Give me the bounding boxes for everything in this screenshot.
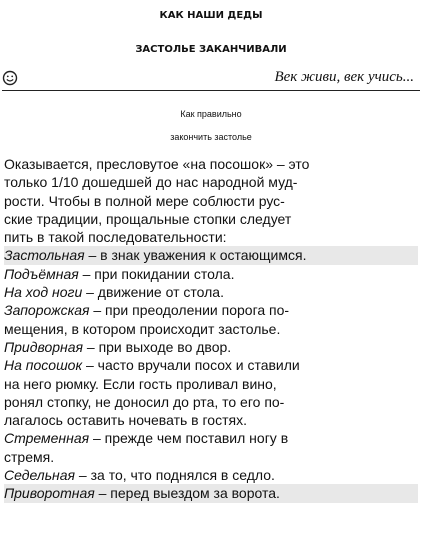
toast-description: – в знак уважения к остающимся. (84, 247, 307, 264)
toast-description: – часто вручали посох и ставили (82, 357, 300, 374)
toast-term: На ход ноги (4, 284, 83, 301)
smiley-icon (2, 70, 18, 86)
intro-text: Оказывается, пресловутое «на посошок» – это (4, 156, 310, 172)
toast-term: На посошок (4, 357, 83, 374)
toast-description: ронял стопку, не доносил до рта, то его по- (4, 393, 285, 410)
intro-line (4, 192, 418, 210)
toast-entry-continuation (4, 411, 418, 429)
toast-entry-continuation (4, 448, 418, 466)
toast-entry (4, 356, 418, 374)
toast-entry-continuation (4, 320, 418, 338)
toast-entry (4, 301, 418, 319)
toast-description: – при выходе во двор. (83, 338, 232, 355)
toast-entry-continuation (4, 393, 418, 411)
toast-term: Подъёмная (4, 265, 79, 282)
toast-description: – прежде чем поставил ногу в (89, 430, 289, 447)
headline-line-1: КАК НАШИ ДЕДЫ (159, 10, 263, 21)
toast-description: – при покидании стола. (78, 265, 235, 282)
intro-line (4, 210, 418, 228)
toast-description: – при преодолении порога по- (89, 302, 290, 319)
intro-line (4, 155, 418, 173)
toast-term: Придворная (4, 338, 83, 355)
toast-entry-continuation (4, 375, 418, 393)
toast-entry (4, 466, 418, 484)
toast-description: – движение от стола. (82, 284, 224, 301)
toast-entry (4, 283, 418, 301)
header-divider (2, 90, 420, 91)
rubric-label: Век живи, век учись... (274, 69, 414, 85)
toast-term: Застольная (4, 247, 85, 264)
article-body (4, 155, 418, 503)
toast-entry (4, 246, 418, 264)
article-heading-line-2: закончить застолье (170, 132, 252, 142)
toast-description: на него рюмку. Если гость проливал вино, (4, 375, 277, 392)
intro-line (4, 173, 418, 191)
toast-term: Седельная (4, 467, 76, 484)
toast-entry (4, 484, 418, 502)
toast-description: мещения, в котором происходит застолье. (4, 320, 281, 337)
intro-text: пить в такой последовательности: (4, 229, 227, 246)
toast-description: стремя. (4, 448, 55, 465)
toast-term: Запорожская (4, 302, 90, 319)
toast-term: Приворотная (4, 485, 95, 502)
headline-line-2: ЗАСТОЛЬЕ ЗАКАНЧИВАЛИ (135, 44, 287, 55)
intro-text: ские традиции, прощальные стопки следует (4, 210, 292, 227)
intro-text: только 1/10 дошедшей до нас народной муд- (4, 174, 298, 191)
toast-description: лагалось оставить ночевать в гостях. (4, 412, 247, 429)
intro-line (4, 228, 418, 246)
toast-entry (4, 338, 418, 356)
toast-entry (4, 265, 418, 283)
toast-term: Стременная (4, 430, 90, 447)
toast-description: – перед выездом за ворота. (94, 485, 280, 502)
intro-text: рости. Чтобы в полной мере соблюсти рус- (4, 192, 285, 209)
toast-description: – за то, что поднялся в седло. (75, 467, 275, 484)
article-heading-line-1: Как правильно (180, 109, 242, 119)
toast-entry (4, 429, 418, 447)
